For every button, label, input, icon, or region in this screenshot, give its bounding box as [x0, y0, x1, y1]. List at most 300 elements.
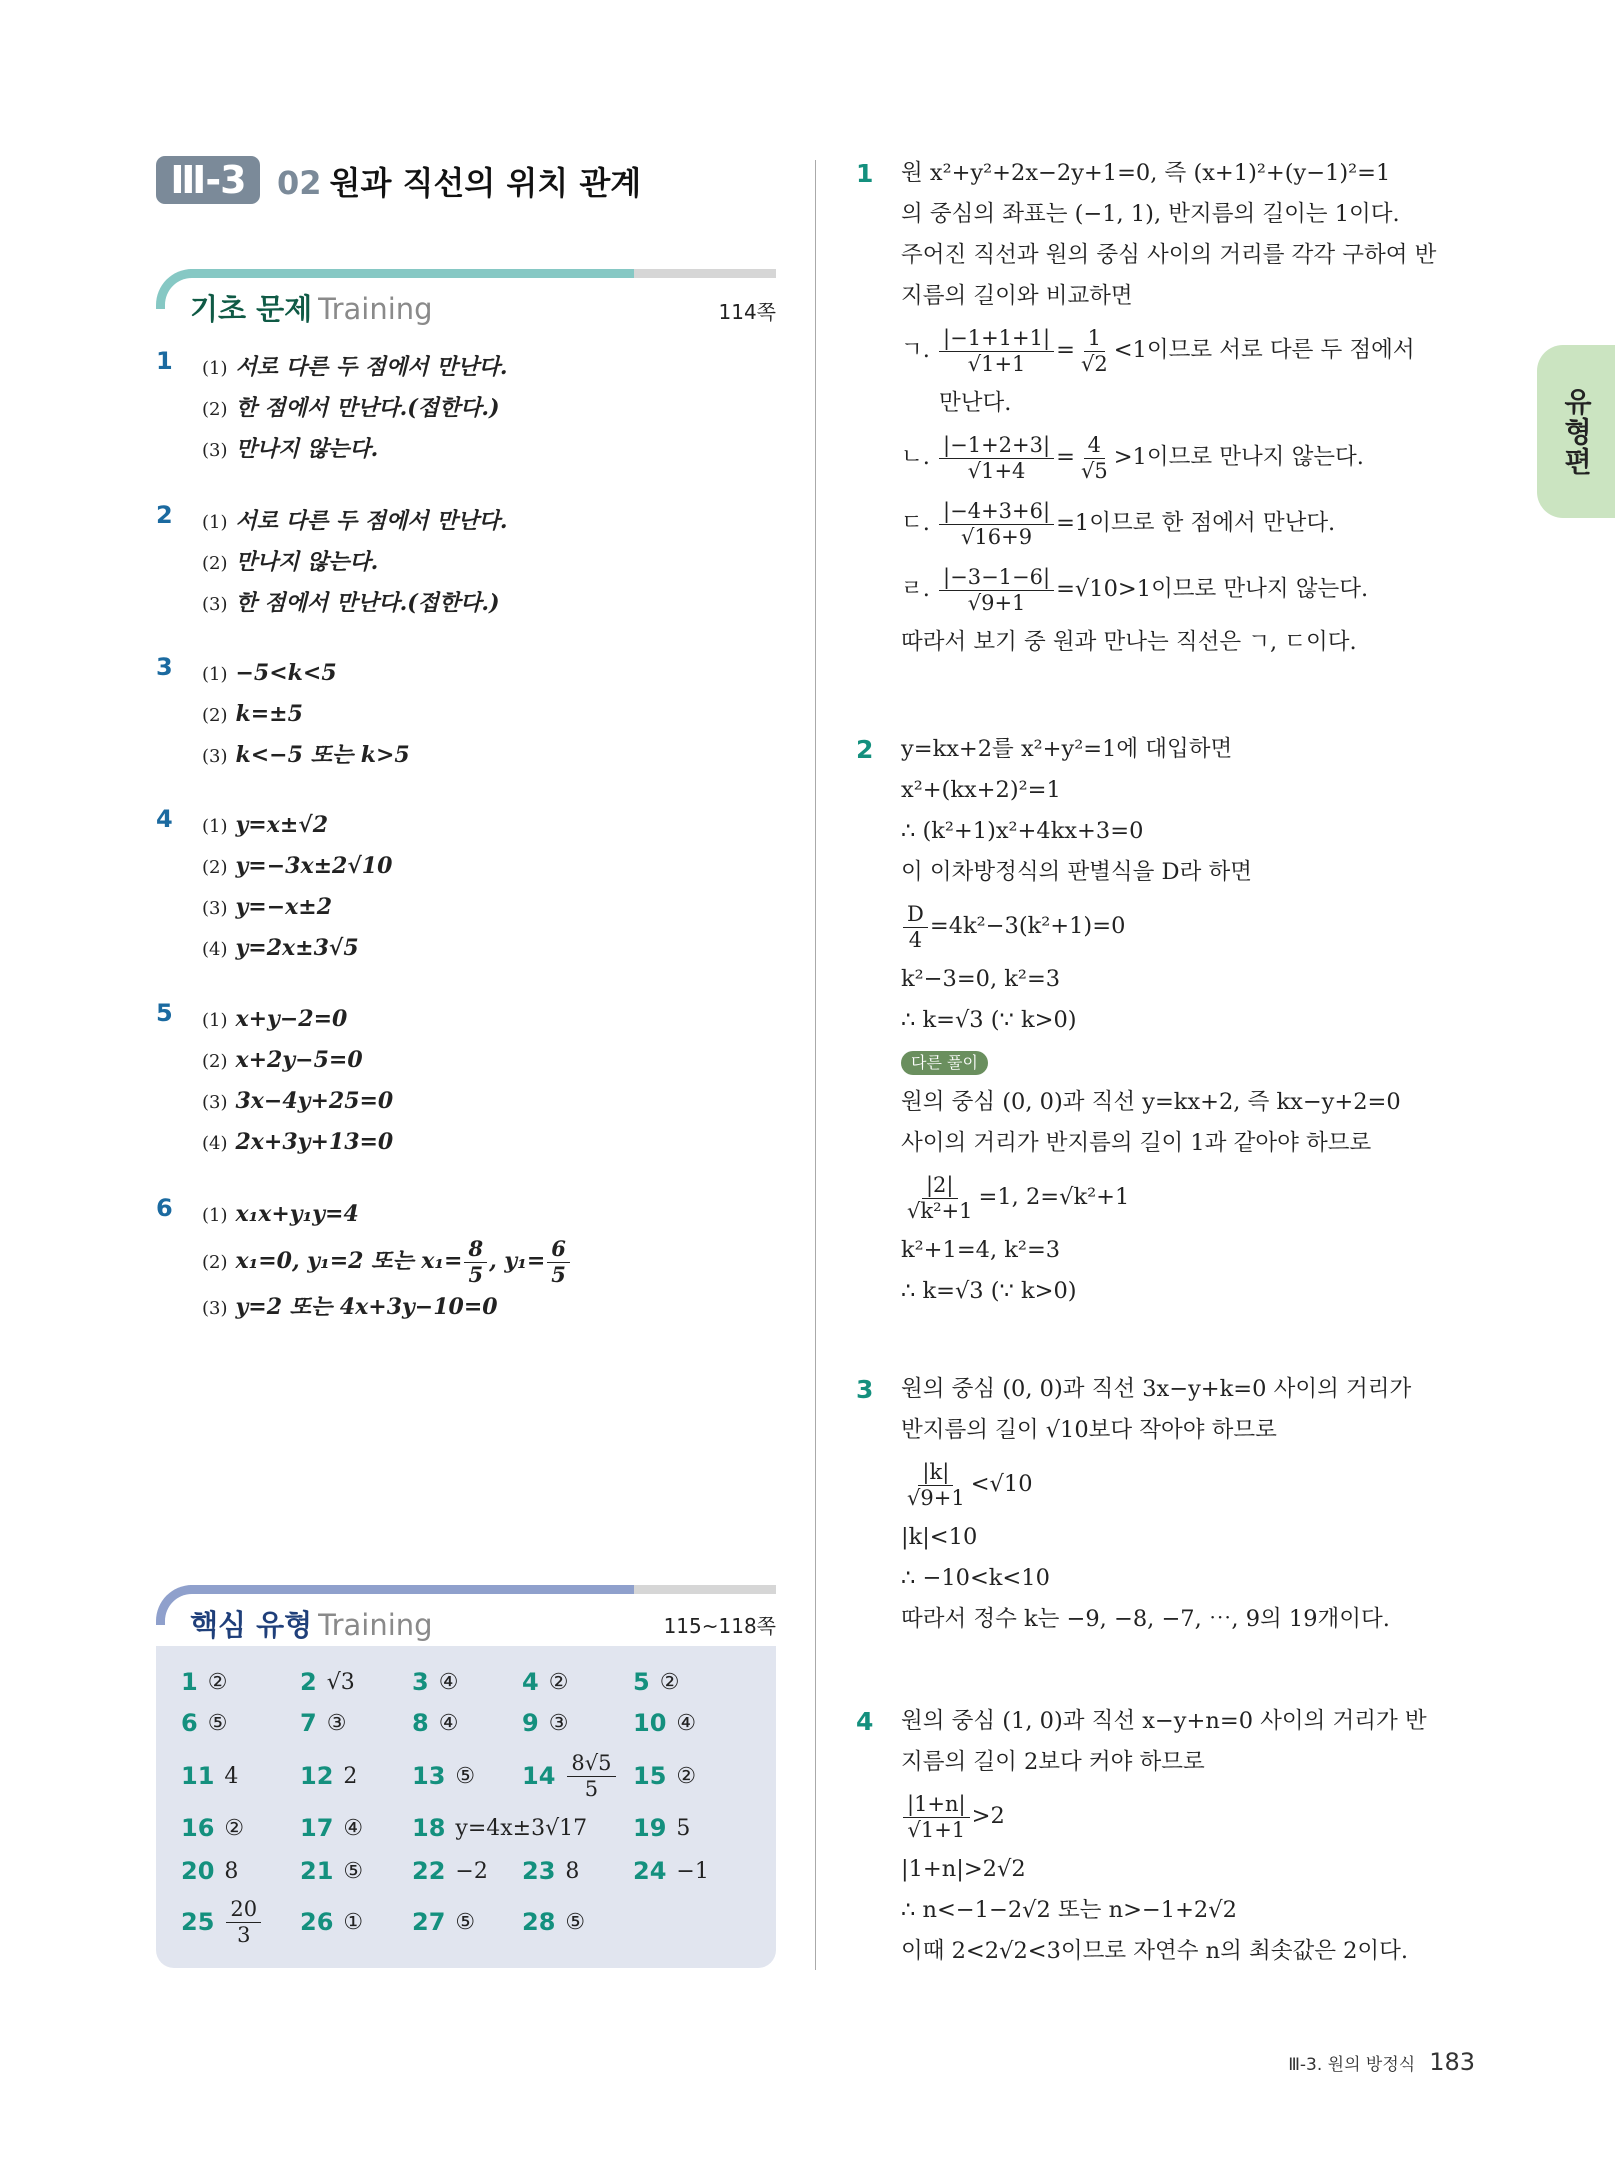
sub-answer	[202, 388, 822, 429]
solution-line	[901, 1164, 1486, 1230]
solution-lines	[901, 729, 1486, 1312]
math-text: x²+(kx+2)²=1	[901, 777, 1061, 803]
sub-label: (2)	[202, 1051, 228, 1072]
answer-number: 3	[412, 1668, 429, 1696]
sub-answer	[202, 1040, 822, 1081]
numerator: |−4+3+6|	[939, 499, 1054, 524]
solution-line	[901, 194, 1486, 235]
solution-number: 1	[856, 159, 874, 188]
solution-line	[901, 1931, 1486, 1972]
denominator: √1+1	[907, 1817, 966, 1842]
sub-answer	[202, 542, 822, 583]
fraction	[567, 1751, 615, 1800]
math-text: <√10	[970, 1471, 1033, 1497]
answer-value: ⑤	[565, 1909, 586, 1935]
answer-text: x+y−2=0	[235, 1006, 348, 1032]
answer-number: 15	[633, 1762, 667, 1790]
math-text: 의 중심의 좌표는 (−1, 1), 반지름의 길이는 1이다.	[901, 201, 1400, 227]
answer-value: 4	[224, 1763, 239, 1789]
answer-number: 24	[633, 1857, 667, 1885]
math-text: 원의 중심 (1, 0)과 직선 x−y+n=0 사이의 거리가 반	[901, 1708, 1427, 1734]
numerator: |−3−1−6|	[939, 565, 1054, 590]
title-ko: 핵심 유형	[190, 1608, 313, 1642]
math-text: =√10>1이므로 만나지 않는다.	[1056, 576, 1369, 602]
fraction	[547, 1237, 570, 1286]
sub-label: (1)	[202, 1205, 228, 1226]
answer-item	[522, 1751, 618, 1801]
solution-line	[901, 1000, 1486, 1041]
math-text: |k|<10	[901, 1524, 978, 1550]
denominator: 5	[468, 1261, 484, 1287]
sub-label: (3)	[202, 1092, 228, 1113]
sub-label: (3)	[202, 898, 228, 919]
solution-line	[901, 1082, 1486, 1123]
page-title	[277, 158, 641, 204]
math-text: 이 이차방정식의 판별식을 D라 하면	[901, 859, 1252, 885]
answer-number: 21	[300, 1857, 334, 1885]
column-divider	[815, 160, 816, 1970]
sub-answer	[202, 694, 822, 735]
answer-item	[300, 1902, 363, 1942]
math-text: x₁=0, y₁=2 또는 x₁=	[235, 1248, 463, 1274]
solution-line	[901, 1742, 1486, 1783]
sub-answer	[202, 347, 822, 388]
solution-number: 3	[856, 1375, 874, 1404]
solution-line	[901, 1271, 1486, 1312]
section-bar	[190, 269, 634, 278]
title-en: Training	[318, 292, 433, 326]
basic-page-ref: 114쪽	[718, 300, 776, 324]
sub-label: (1)	[202, 816, 228, 837]
math-text: =1, 2=√k²+1	[978, 1184, 1130, 1210]
answer-value: 8	[565, 1858, 580, 1884]
answer-item	[181, 1756, 238, 1796]
answer-text: 한 점에서 만난다.(접한다.)	[235, 590, 500, 616]
answer-number: 23	[522, 1857, 556, 1885]
answer-text: y=−3x±2√10	[235, 853, 393, 879]
math-text: 원의 중심 (0, 0)과 직선 y=kx+2, 즉 kx−y+2=0	[901, 1089, 1401, 1115]
title-en: Training	[318, 1608, 433, 1642]
answer-value: ①	[343, 1909, 364, 1935]
item-number: 6	[156, 1194, 173, 1222]
answer-text	[235, 1236, 572, 1287]
section-number: 02	[277, 164, 322, 202]
answer-item	[633, 1808, 690, 1848]
solution-line	[901, 235, 1486, 276]
answer-text: y=2 또는 4x+3y−10=0	[235, 1294, 498, 1320]
answer-number: 27	[412, 1908, 446, 1936]
answer-value: ⑤	[455, 1763, 476, 1789]
numerator: 8	[464, 1237, 487, 1262]
basic-training-title	[190, 287, 433, 328]
solution-line	[901, 1558, 1486, 1599]
solution-line	[901, 1041, 1486, 1082]
sub-answer	[202, 928, 822, 969]
section-bar	[190, 1585, 634, 1594]
denominator: √1+4	[967, 458, 1026, 483]
math-text: =1이므로 한 점에서 만난다.	[1056, 510, 1336, 536]
item-number: 5	[156, 999, 173, 1027]
sub-label: (3)	[202, 594, 228, 615]
answer-text: 2x+3y+13=0	[235, 1129, 394, 1155]
sub-answer	[202, 583, 822, 624]
answer-value: ⑤	[455, 1909, 476, 1935]
answer-number: 19	[633, 1814, 667, 1842]
answer-text: x₁x+y₁y=4	[235, 1201, 359, 1227]
answer-item	[522, 1703, 568, 1743]
fraction	[903, 902, 928, 951]
answer-number: 11	[181, 1762, 215, 1790]
solution-line	[901, 383, 1486, 424]
answer-item	[181, 1703, 227, 1743]
section-bar-rest	[634, 269, 776, 278]
math-text: =	[1056, 444, 1075, 470]
answer-value: y=4x±3√17	[455, 1815, 588, 1841]
math-text: 만난다.	[939, 390, 1012, 416]
sub-label: (4)	[202, 1133, 228, 1154]
section-bar-rest	[634, 1585, 776, 1594]
sub-answer	[202, 653, 822, 694]
math-text: 이때 2<2√2<3이므로 자연수 n의 최솟값은 2이다.	[901, 1938, 1409, 1964]
answer-number: 20	[181, 1857, 215, 1885]
answer-number: 13	[412, 1762, 446, 1790]
solution-line	[901, 1599, 1486, 1640]
item-number: 2	[156, 501, 173, 529]
answer-item	[522, 1851, 579, 1891]
numerator: |−1+1+1|	[939, 326, 1054, 351]
math-text: |1+n|>2√2	[901, 1856, 1026, 1882]
sub-answer	[202, 1235, 822, 1287]
basic-item	[156, 653, 776, 776]
denominator: 5	[551, 1261, 566, 1287]
answer-value: ②	[659, 1669, 680, 1695]
sub-label: (2)	[202, 399, 228, 420]
numerator: |1+n|	[903, 1792, 970, 1817]
fraction	[226, 1897, 261, 1946]
chapter-label: Ⅲ-3. 원의 방정식	[1288, 2055, 1416, 2075]
sub-label: (2)	[202, 705, 228, 726]
item-number: 4	[156, 805, 173, 833]
answer-number: 18	[412, 1814, 446, 1842]
math-text: ∴ k=√3 (∵ k>0)	[901, 1278, 1077, 1304]
sub-answer	[202, 1122, 822, 1163]
answer-text: 한 점에서 만난다.(접한다.)	[235, 395, 500, 421]
fraction	[939, 433, 1054, 482]
sub-label: (1)	[202, 358, 228, 379]
solution-line	[901, 729, 1486, 770]
answer-text: 3x−4y+25=0	[235, 1088, 394, 1114]
answer-text: 서로 다른 두 점에서 만난다.	[235, 354, 508, 380]
math-text: y=kx+2를 x²+y²=1에 대입하면	[901, 736, 1233, 762]
fraction	[903, 1173, 976, 1222]
solution-number: 2	[856, 735, 874, 764]
sub-label: (1)	[202, 1010, 228, 1031]
answer-item	[522, 1902, 585, 1942]
sub-label: (2)	[202, 1252, 228, 1273]
solution-line	[901, 811, 1486, 852]
math-text: 지름의 길이와 비교하면	[901, 283, 1133, 309]
answer-number: 9	[522, 1709, 539, 1737]
answer-item	[633, 1851, 709, 1891]
math-text: ㄴ.	[901, 444, 938, 470]
sub-answer	[202, 805, 822, 846]
fraction	[1077, 326, 1112, 375]
solution-line	[901, 490, 1486, 556]
answer-value: ③	[548, 1710, 569, 1736]
denominator: √5	[1080, 458, 1108, 483]
numerator: |k|	[918, 1460, 953, 1485]
answer-value: ④	[676, 1710, 697, 1736]
core-page-ref: 115~118쪽	[663, 1614, 776, 1638]
solution-line	[901, 1783, 1486, 1849]
solution-line	[901, 770, 1486, 811]
answer-item	[412, 1808, 587, 1848]
sub-label: (2)	[202, 553, 228, 574]
fraction	[464, 1237, 487, 1286]
page-number: 183	[1429, 2048, 1475, 2076]
answer-item	[300, 1808, 363, 1848]
answer-text: y=x±√2	[235, 812, 329, 838]
solution-line	[901, 276, 1486, 317]
sub-label: (3)	[202, 746, 228, 767]
math-text: k²+1=4, k²=3	[901, 1237, 1061, 1263]
answer-number: 7	[300, 1709, 317, 1737]
answer-text: 만나지 않는다.	[235, 549, 379, 575]
answer-value: 5	[676, 1815, 691, 1841]
footer	[1288, 2048, 1475, 2076]
basic-item	[156, 1194, 776, 1328]
solution-number: 4	[856, 1707, 874, 1736]
solution-line	[901, 1230, 1486, 1271]
answer-value: ②	[548, 1669, 569, 1695]
sub-label: (3)	[202, 1298, 228, 1319]
sub-label: (4)	[202, 939, 228, 960]
answer-item	[300, 1756, 357, 1796]
answer-number: 26	[300, 1908, 334, 1936]
answer-number: 22	[412, 1857, 446, 1885]
solution	[856, 1701, 1486, 1972]
denominator: √9+1	[907, 1485, 965, 1510]
item-number: 3	[156, 653, 173, 681]
solution-line	[901, 153, 1486, 194]
answer-text: −5<k<5	[235, 660, 337, 686]
answer-number: 17	[300, 1814, 334, 1842]
math-text: ∴ (k²+1)x²+4kx+3=0	[901, 818, 1144, 844]
answer-number: 10	[633, 1709, 667, 1737]
math-text: 원의 중심 (0, 0)과 직선 3x−y+k=0 사이의 거리가	[901, 1376, 1412, 1402]
math-text: ㄷ.	[901, 510, 938, 536]
answer-value: ⑤	[207, 1710, 228, 1736]
solution	[856, 1369, 1486, 1640]
solution-line	[901, 556, 1486, 622]
denominator: √1+1	[967, 351, 1026, 376]
answer-value: ②	[207, 1669, 228, 1695]
answer-item	[412, 1851, 488, 1891]
math-text: k²−3=0, k²=3	[901, 966, 1061, 992]
answer-item	[181, 1808, 244, 1848]
math-text: 반지름의 길이 √10보다 작아야 하므로	[901, 1417, 1277, 1443]
math-text: 따라서 보기 중 원과 만나는 직선은 ㄱ, ㄷ이다.	[901, 629, 1357, 655]
title-ko: 기초 문제	[190, 292, 313, 326]
numerator: 8√5	[567, 1751, 615, 1776]
answer-item	[412, 1902, 475, 1942]
solution-line	[901, 1517, 1486, 1558]
answer-number: 28	[522, 1908, 556, 1936]
answer-text: x+2y−5=0	[235, 1047, 363, 1073]
solution-line	[901, 852, 1486, 893]
math-text: =	[1056, 337, 1075, 363]
numerator: 1	[1084, 326, 1105, 351]
math-text: 원 x²+y²+2x−2y+1=0, 즉 (x+1)²+(y−1)²=1	[901, 160, 1391, 186]
answer-value: ④	[343, 1815, 364, 1841]
answer-item	[300, 1851, 363, 1891]
fraction	[903, 1460, 969, 1509]
basic-item	[156, 999, 776, 1163]
solution-line	[901, 622, 1486, 663]
answer-item	[181, 1897, 263, 1947]
answer-value: ②	[224, 1815, 245, 1841]
math-text: >2	[971, 1803, 1005, 1829]
answer-item	[300, 1662, 355, 1702]
sub-answer	[202, 1194, 822, 1235]
math-text: ㄹ.	[901, 576, 938, 602]
sub-answer	[202, 735, 822, 776]
answer-item	[300, 1703, 346, 1743]
answer-value: ②	[676, 1763, 697, 1789]
numerator: D	[903, 902, 928, 927]
answer-value: √3	[326, 1669, 355, 1695]
answer-item	[633, 1756, 696, 1796]
answer-item	[412, 1662, 458, 1702]
solution-line	[901, 1123, 1486, 1164]
sub-answer	[202, 999, 822, 1040]
solution-line	[901, 1849, 1486, 1890]
sub-label: (3)	[202, 440, 228, 461]
solution-line	[901, 1410, 1486, 1451]
sub-label: (2)	[202, 857, 228, 878]
fraction	[939, 565, 1054, 614]
sub-label: (1)	[202, 664, 228, 685]
basic-item	[156, 805, 776, 969]
math-text: 주어진 직선과 원의 중심 사이의 거리를 각각 구하여 반	[901, 242, 1437, 268]
answer-item	[412, 1756, 475, 1796]
answer-value: ⑤	[343, 1858, 364, 1884]
answer-number: 12	[300, 1762, 334, 1790]
solution-lines	[901, 1369, 1486, 1640]
sub-answer	[202, 501, 822, 542]
sub-label: (1)	[202, 512, 228, 533]
denominator: 3	[237, 1922, 251, 1947]
answer-item	[181, 1851, 238, 1891]
denominator: √2	[1080, 351, 1108, 376]
numerator: |2|	[922, 1173, 958, 1198]
sub-answer	[202, 1287, 822, 1328]
side-tab-label: 유형편	[1560, 386, 1593, 477]
item-number: 1	[156, 347, 173, 375]
answer-number: 8	[412, 1709, 429, 1737]
answer-value: 8	[224, 1858, 239, 1884]
answer-text: y=2x±3√5	[235, 935, 359, 961]
numerator: 20	[226, 1897, 261, 1922]
answer-number: 4	[522, 1668, 539, 1696]
math-text: <1이므로 서로 다른 두 점에서	[1113, 337, 1415, 363]
unit-badge: Ⅲ-3	[156, 156, 260, 204]
answer-item	[181, 1662, 227, 1702]
solution-line	[901, 1451, 1486, 1517]
solution-line	[901, 1890, 1486, 1931]
basic-item	[156, 501, 776, 624]
fraction	[903, 1792, 970, 1841]
math-text: 지름의 길이 2보다 커야 하므로	[901, 1749, 1205, 1775]
core-training-title	[190, 1603, 433, 1644]
solution	[856, 153, 1486, 663]
basic-item	[156, 347, 776, 470]
answer-text: 만나지 않는다.	[235, 436, 379, 462]
math-text: ∴ k=√3 (∵ k>0)	[901, 1007, 1077, 1033]
answer-item	[633, 1703, 696, 1743]
fraction	[1077, 433, 1112, 482]
solution-line	[901, 317, 1486, 383]
denominator: √16+9	[961, 524, 1033, 549]
solution-lines	[901, 1701, 1486, 1972]
section-title: 원과 직선의 위치 관계	[329, 164, 642, 202]
math-text: =4k²−3(k²+1)=0	[929, 913, 1126, 939]
math-text: >1이므로 만나지 않는다.	[1113, 444, 1364, 470]
fraction	[939, 326, 1054, 375]
fraction	[939, 499, 1054, 548]
sub-answer	[202, 1081, 822, 1122]
numerator: |−1+2+3|	[939, 433, 1054, 458]
answer-value: ④	[438, 1669, 459, 1695]
denominator: √k²+1	[907, 1198, 973, 1223]
answer-text: 서로 다른 두 점에서 만난다.	[235, 508, 508, 534]
answer-number: 6	[181, 1709, 198, 1737]
answer-text: k=±5	[235, 701, 303, 727]
answer-number: 16	[181, 1814, 215, 1842]
answer-text: k<−5 또는 k>5	[235, 742, 410, 768]
answer-number: 5	[633, 1668, 650, 1696]
alt-solution-badge: 다른 풀이	[901, 1051, 988, 1075]
solution-line	[901, 959, 1486, 1000]
answer-item	[633, 1662, 679, 1702]
solution-lines	[901, 153, 1486, 663]
solution-line	[901, 424, 1486, 490]
denominator: 5	[584, 1776, 599, 1801]
solution	[856, 729, 1486, 1312]
math-text: ㄱ.	[901, 337, 938, 363]
answer-text: y=−x±2	[235, 894, 333, 920]
math-text: 따라서 정수 k는 −9, −8, −7, ⋯, 9의 19개이다.	[901, 1606, 1390, 1632]
solution-line	[901, 893, 1486, 959]
math-text: , y₁=	[489, 1248, 546, 1274]
sub-answer	[202, 846, 822, 887]
solution-line	[901, 1701, 1486, 1742]
answer-number: 1	[181, 1668, 198, 1696]
answer-value: 2	[343, 1763, 358, 1789]
answer-value: ③	[326, 1710, 347, 1736]
sub-answer	[202, 887, 822, 928]
answer-value: −2	[455, 1858, 488, 1884]
math-text: ∴ n<−1−2√2 또는 n>−1+2√2	[901, 1897, 1237, 1923]
answer-number: 2	[300, 1668, 317, 1696]
denominator: 4	[908, 927, 923, 952]
sub-answer	[202, 429, 822, 470]
math-text: ∴ −10<k<10	[901, 1565, 1050, 1591]
answer-number: 25	[181, 1908, 215, 1936]
answer-item	[522, 1662, 568, 1702]
answer-number: 14	[522, 1762, 556, 1790]
math-text: 사이의 거리가 반지름의 길이 1과 같아야 하므로	[901, 1130, 1372, 1156]
